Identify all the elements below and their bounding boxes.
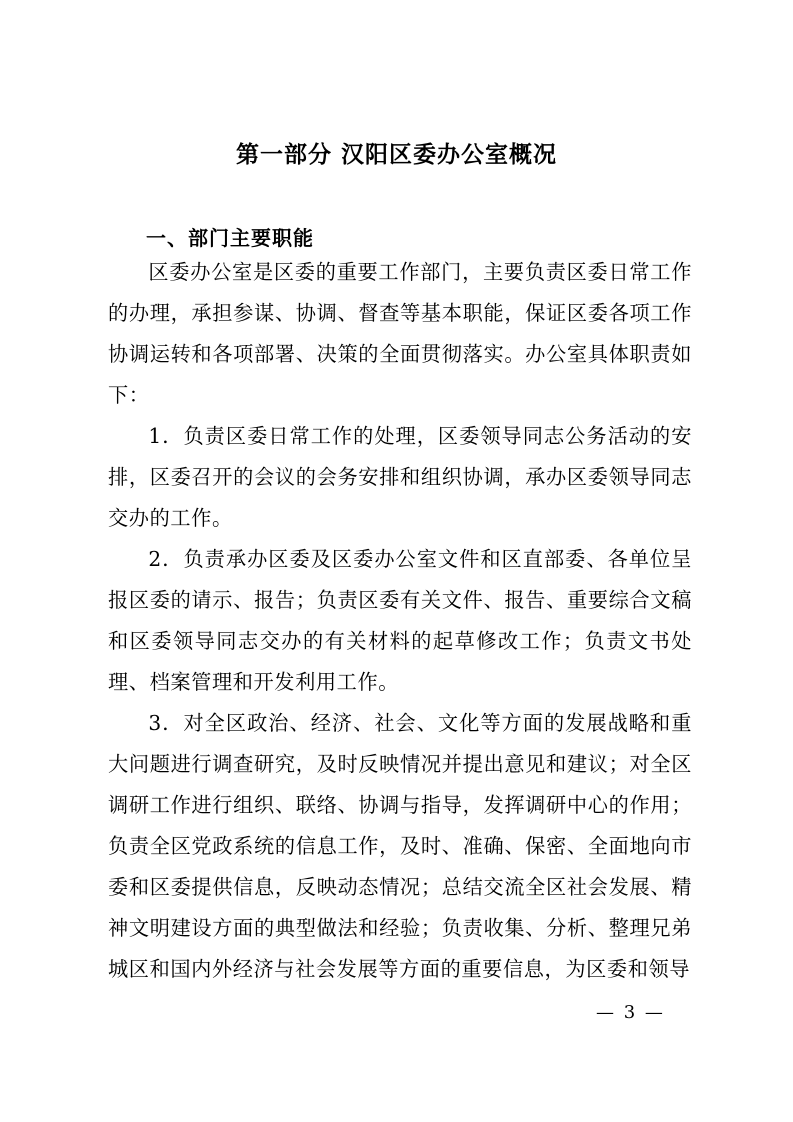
page-number: — 3 — <box>596 1002 665 1023</box>
paragraph-duty-3: 3．对全区政治、经济、社会、文化等方面的发展战略和重大问题进行调查研究，及时反映情况并提出意见和建议；对全区调研工作进行组织、联络、协调与指导，发挥调研中心的作用；负责全区党政系统的信息工作，及时、准确、保密、全面地向市委和区委提供信息，反映动态情况；总结交流全区社会发展、精神文明建设方面的典型做法和经验；负责收集、分析、整理兄弟城区和国内外经济与社会发展等方面的重要信息，为区委和领导 <box>108 711 692 981</box>
paragraph-duty-2: 2．负责承办区委及区委办公室文件和区直部委、各单位呈报区委的请示、报告；负责区委有关文件、报告、重要综合文稿和区委领导同志交办的有关材料的起草修改工作；负责文书处理、档案管理和开发利用工作。 <box>108 547 692 694</box>
paragraph-intro: 区委办公室是区委的重要工作部门，主要负责区委日常工作的办理，承担参谋、协调、督查等基本职能，保证区委各项工作协调运转和各项部署、决策的全面贯彻落实。办公室具体职责如下： <box>108 260 692 407</box>
paragraph-duty-1: 1．负责区委日常工作的处理，区委领导同志公务活动的安排，区委召开的会议的会务安排和组织协调，承办区委领导同志交办的工作。 <box>108 424 692 530</box>
section-heading: 一、部门主要职能 <box>146 226 314 250</box>
page-title: 第一部分 汉阳区委办公室概况 <box>235 142 557 168</box>
body-text <box>108 252 692 990</box>
